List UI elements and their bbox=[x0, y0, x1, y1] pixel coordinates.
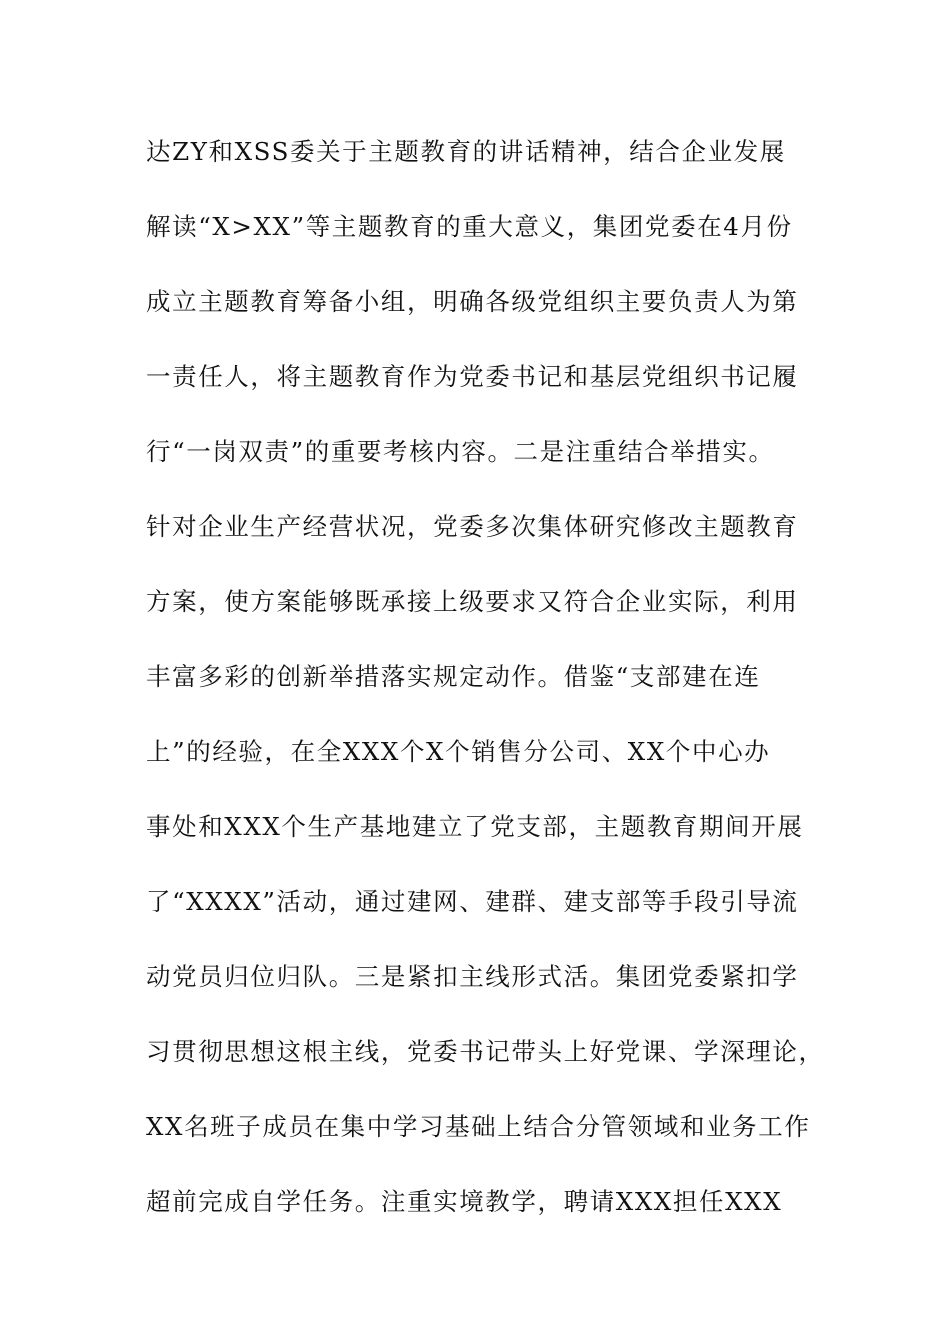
text-line: 方案，使方案能够既承接上级要求又符合企业实际，利用 bbox=[146, 587, 799, 616]
text-line: 了“XXXX”活动，通过建网、建群、建支部等手段引导流 bbox=[146, 887, 799, 916]
text-line: 动党员归位归队。三是紧扣主线形式活。集团党委紧扣学 bbox=[146, 962, 799, 991]
text-line: XX名班子成员在集中学习基础上结合分管领域和业务工作 bbox=[146, 1112, 811, 1141]
text-line: 针对企业生产经营状况，党委多次集体研究修改主题教育 bbox=[146, 512, 799, 541]
text-line: 习贯彻思想这根主线，党委书记带头上好党课、学深理论， bbox=[146, 1037, 825, 1066]
text-line: 一责任人，将主题教育作为党委书记和基层党组织书记履 bbox=[146, 362, 799, 391]
text-line: 达ZY和XSS委关于主题教育的讲话精神，结合企业发展 bbox=[146, 137, 786, 166]
text-line: 超前完成自学任务。注重实境教学，聘请XXX担任XXX bbox=[146, 1187, 783, 1216]
text-line: 事处和XXX个生产基地建立了党支部，主题教育期间开展 bbox=[146, 812, 804, 841]
text-line: 丰富多彩的创新举措落实规定动作。借鉴“支部建在连 bbox=[146, 662, 761, 691]
text-line: 解读“X>XX”等主题教育的重大意义，集团党委在4月份 bbox=[146, 212, 793, 241]
text-line: 行“一岗双责”的重要考核内容。二是注重结合举措实。 bbox=[146, 437, 775, 466]
body-text bbox=[146, 130, 825, 1255]
text-line: 成立主题教育筹备小组，明确各级党组织主要负责人为第 bbox=[146, 287, 799, 316]
text-line: 上”的经验，在全XXX个X个销售分公司、XX个中心办 bbox=[146, 737, 771, 766]
